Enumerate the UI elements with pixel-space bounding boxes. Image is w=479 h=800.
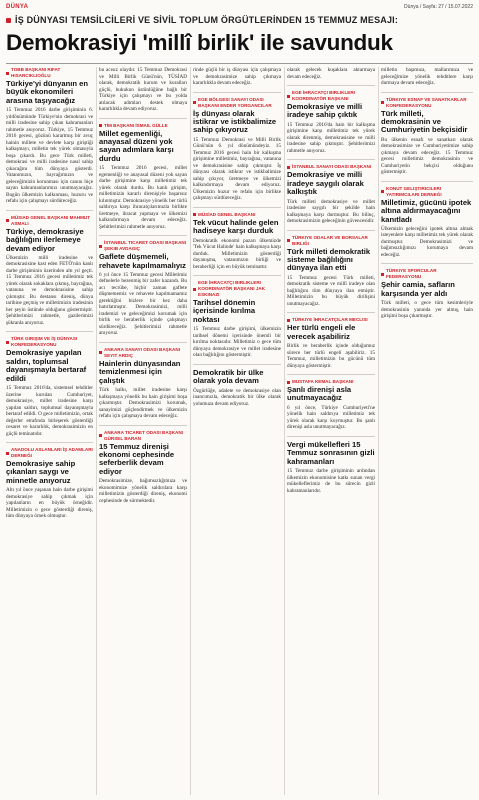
- article-body: Birlik ve beraberlik içinde olduğumuz sürece her türlü engeli aşabiliriz. 15 Temmuz, milletimizin bu gücünü tüm dünyaya göstermiştir.: [287, 343, 375, 369]
- kicker-bullet-icon: [6, 18, 11, 23]
- column-divider: [190, 67, 191, 795]
- column-3: [193, 67, 281, 797]
- byline-text: ANKARA TICARET ODASI BAŞKANI GÜRSEL BARAN: [104, 429, 183, 441]
- article-byline: [193, 212, 281, 218]
- byline-text: İSTANBUL SANAYI ODASI BAŞKANI: [292, 164, 372, 170]
- page-headline: Demokrasiyi 'millî birlik' ile savunduk: [6, 30, 393, 55]
- article-title: Demokratik bir ülke olarak yola devam: [193, 367, 264, 386]
- column-5: [381, 67, 473, 797]
- byline-text: İSTANBUL TICARET ODASI BAŞKANI ŞEKIB AVDAGIÇ: [104, 240, 187, 252]
- article-body: Özgürlüğe, adalete ve demokrasiye olan inancımızla, demokratik bir ülke olarak yolumuza devam ediyoruz.: [193, 387, 281, 407]
- article-body: Türk milleti demokrasiye ve millet iradesine saygılı bir şekilde hain kalkışmaya karşı durmuştur. Bu bilinç, demokrasimizin geleceğinin güvencesidir.: [287, 198, 375, 225]
- article-title: Türk milleti, demokrasinin ve Cumhuriyetin bekçisidir: [381, 108, 468, 135]
- article-body: rinde güçlü bir iş dünyası için çalışmaya ve demokrasimize sahip çıkmaya kararlılıkla devam edeceğiz.: [193, 67, 281, 86]
- byline-marker-icon: [99, 124, 102, 127]
- article-body: Ülkemizin milli iradesine ve demokrasisine kast eden FETÖ'nün kanlı darbe girişiminin üzerinden altı yıl geçti. 15 Temmuz 2016 gecesi milletimiz tek yürek olarak sokaklara çıkmış, bayrağına, vatanına ve demokrasisine sahip çıkmıştır. Bu destansı direniş, dünya tarihine geçmiş ve milletimizin iradesinin her şeyin üstünde olduğunu göstermiştir. Şehitlerimizi rahmetle, gazilerimizi şükranla anıyoruz.: [6, 254, 93, 326]
- article-divider: [99, 425, 187, 426]
- article: [193, 280, 281, 359]
- byline-text: EGE BÖLGESI SANAYI ODASI BAŞKANI ENDER YORGANCILAR: [198, 96, 272, 108]
- article-divider: [193, 92, 281, 93]
- article-byline: [6, 336, 93, 348]
- article-title: Tarihsel dönemin içerisinde kırılma noktası: [193, 298, 256, 324]
- byline-marker-icon: [6, 341, 9, 344]
- byline-text: KONUT GELIŞTIRICILERI YATIRIMCILARI DERNEĞI: [386, 185, 442, 197]
- article-body: 15 Temmuz gecesi Türk milleti, demokratik sisteme ve millî iradeye olan bağlılığını tüm dünyaya ilan etmiştir. Milletimizin bu büyük dirilişini unutmayacağız.: [287, 274, 375, 307]
- article-body: 15 Temmuz darbe girişiminin ardından ülkemizin ekonomisine katkı sunan vergi mükelleflerimiz de bu sürecin gizli kahramanlarıdır.: [287, 468, 375, 494]
- article-title: Türk milleti demokratik sisteme bağlılığını dünyaya ilan etti: [287, 246, 371, 273]
- column-1: [6, 67, 93, 797]
- article: [99, 67, 187, 113]
- article-title: Hainlerin dünyasından temizlenmesi için çalıştık: [99, 358, 181, 385]
- article: [381, 67, 473, 87]
- article-divider: [99, 118, 187, 119]
- byline-marker-icon: [193, 213, 196, 216]
- byline-marker-icon: [287, 95, 290, 98]
- article-byline: [6, 67, 93, 79]
- article-body: Türk halkı, millet iradesine karşı kalkışmaya yönelik bu hain girişimi boşa çıkarmıştır. Demokrasimizi korumak, sanayimizi güçlendirmek ve ülkemizin refahı için çalışmaya devam edeceğiz.: [99, 387, 187, 420]
- column-divider: [96, 67, 97, 795]
- article-divider: [193, 275, 281, 276]
- article-divider: [381, 263, 473, 264]
- article-byline: [381, 186, 473, 198]
- article-body: 15 Temmuz darbe girişimi, ülkemizin tarihsel dönemi içerisinde önemli bir kırılma noktasıdır. Milletimiz o gece tüm dünyaya demokrasiye ve millet iradesine olan bağlılığını göstermiştir.: [193, 326, 281, 359]
- article-body: Demokratik ekonomi pazarı ülkemizde 'Tek Vücut Halinde' hain kalkışmaya karşı durduk. Milletimizin gösterdiği dayanışma, vatanımızın birliği ve beraberliği için en büyük teminattır.: [193, 237, 281, 270]
- article: [287, 235, 375, 308]
- article-divider: [6, 210, 93, 211]
- article-divider: [287, 85, 375, 86]
- article-divider: [287, 159, 375, 160]
- column-4: [287, 67, 375, 797]
- article-body: Türk milleti, o gece tüm kesimleriyle demokrasinin yanında yer almış, hain girişimi boşa çıkarmıştır.: [381, 300, 473, 320]
- article: [287, 67, 375, 80]
- article: [193, 212, 281, 270]
- article-body: 15 Temmuz Demokrasi ve Milli Birlik Günü'nün 6. yıl dönümündeyiz. 15 Temmuz 2016 gecesi hain bir kalkışma girişimine milletimiz, bayrağına, vatanına ve demokrasisine sahip çıkmıştır. İş dünyası olarak istikrar ve istikbalimize sahip çıkıyor, üretmeye ve ülkemizi kalkındırmaya devam ediyoruz. Ülkemizin huzur ve refahı için birlikte çalışmayı sürdüreceğiz.: [193, 136, 281, 202]
- article-body: Bu ülkenin esnafı ve sanatkarı olarak demokrasimize ve Cumhuriyetimize sahip çıkmaya devam edeceğiz. 15 Temmuz gecesi milletimiz demokrasinin ve Cumhuriyetin bekçisi olduğunu göstermiştir.: [381, 136, 473, 176]
- article: [6, 336, 93, 437]
- article-divider: [193, 207, 281, 208]
- byline-marker-icon: [381, 273, 384, 276]
- article-divider: [381, 92, 473, 93]
- article-body: bu acısız olaydır. 15 Temmuz Demokrasi ve Milli Birlik Günü'nün, TÜSİAD olarak, demokratik kurum ve kuralları güçlü, hukukun üstünlüğüne bağlı bir Türkiye için çalışmayı ve bu yolda atılacak adımları destek olmaya kararlılıkla devam ediyoruz.: [99, 67, 187, 112]
- article-title: Gaflete düşmemeli, rehavete kapılmamalıyız: [99, 252, 186, 270]
- column-divider: [284, 67, 285, 795]
- article-byline: [6, 447, 93, 459]
- headline-divider: [6, 63, 473, 64]
- article-body: 15 Temmuz 2016'da, sistemsel tehditler üzerine kurulan Cumhuriyet, demokrasiye, millet iradesine karşı yapılan saldırı, toplumsal dayanışmayla bertaraf edildi. O gece milletimizin, ortak değerler etrafında birleşerek gösterdiği cesaret ve kararlılık, demokrasimizin en güçlü teminatıdır.: [6, 385, 93, 437]
- article: [193, 97, 281, 202]
- byline-text: EGE İHRACATÇI BIRLIKLERI KOORDINATÖR BAŞKANI JAK ESKINAZI: [198, 280, 266, 298]
- article-title: Şanlı direnişi asla unutmayacağız: [287, 385, 352, 403]
- article: [287, 317, 375, 369]
- article-body: 15 Temmuz 2016 gecesi, millet egemenliği ve anayasal düzeni yok sayan darbe girişimine karşı milletimiz tek yürek olarak durdu. Bu kanlı girişim, milletimizin kararlı direnişiyle başarısız kılınmıştır. Demokrasiye yönelik her türlü saldırıya karşı ihracatçılarımızla birlikte üretmeye, ihracat yapmaya ve ülkemizi kalkındırmaya devam edeceğiz. Şehitlerimizi rahmetle anıyoruz.: [99, 165, 187, 230]
- byline-text: TOBB BAŞKANI RIFAT HISARCIKLIOĞLU: [11, 67, 61, 78]
- article: [99, 430, 187, 505]
- article-byline: [99, 240, 187, 252]
- article-divider: [99, 235, 187, 236]
- byline-text: TÜRKIYE İHRACATÇILAR MECLISI: [292, 317, 368, 323]
- article-title: Milletimiz, gücünü ipotek altına aldırmayacağını kanıtladı: [381, 197, 472, 224]
- article-title: Türkiye'yi dünyanın en büyük ekonomileri arasına taşıyacağız: [6, 79, 88, 105]
- article-body: Ülkemizin geleceğini ipotek altına almak isteyenlere karşı milletimiz tek yürek olarak durmuştur. Demokrasimizi ve bağımsızlığımızı korumaya devam edeceğiz.: [381, 225, 473, 258]
- byline-text: TİM BAŞKANI İSMAIL GÜLLE: [104, 122, 168, 128]
- column-divider: [378, 67, 379, 795]
- article-byline: [99, 430, 187, 442]
- byline-marker-icon: [193, 288, 196, 291]
- article-divider: [6, 442, 93, 443]
- article: [6, 447, 93, 520]
- byline-marker-icon: [99, 351, 102, 354]
- article-divider: [381, 181, 473, 182]
- byline-marker-icon: [99, 245, 102, 248]
- page-header: [0, 0, 479, 14]
- article-body: olarak gelecek kuşaklara aktarmaya devam edeceğiz.: [287, 67, 375, 80]
- article: [287, 164, 375, 224]
- byline-text: TÜRK GIRIŞIM VE İŞ DÜNYASI KONFEDERASYONU: [11, 336, 78, 348]
- byline-text: TÜRKIYE ODALAR VE BORSALAR BIRLIĞI: [292, 234, 368, 246]
- article: [381, 186, 473, 259]
- article-byline: [193, 280, 281, 298]
- article-title: Demokrasiye ve milli iradeye saygılı olarak kalkıştık: [287, 170, 364, 197]
- byline-marker-icon: [381, 190, 384, 193]
- article-title: Her türlü engeli ele verecek aşabiliriz: [287, 323, 356, 341]
- article-body: Demokrasimize, bağımsızlığımıza ve ekonomimize yönelik saldırılara karşı milletimizin gösterdiği direniş, ekonomi cephesinde de sürmektedir.: [99, 478, 187, 504]
- article: [99, 240, 187, 337]
- article-divider: [6, 331, 93, 332]
- article: [193, 369, 281, 407]
- article-title: 15 Temmuz direnişi ekonomi cephesinde seferberlik devam ediyor: [99, 441, 175, 476]
- byline-marker-icon: [381, 101, 384, 104]
- article-divider: [287, 374, 375, 375]
- article: [6, 215, 93, 327]
- byline-marker-icon: [6, 219, 9, 222]
- byline-marker-icon: [287, 166, 290, 169]
- article: [287, 90, 375, 154]
- article-title: Türkiye, demokrasiye bağlılığını ilerlemeye devam ediyor: [6, 226, 84, 253]
- article: [6, 67, 93, 205]
- article-body: 6 yıl önce, Türkiye Cumhuriyeti'ne yönelik hain saldırıya milletimiz tek yürek olarak karşı koymuştur. Bu şanlı direnişi asla unutmayacağız.: [287, 404, 375, 431]
- byline-text: TÜRKIYE ESNAF VE SANATKARLAR KONFEDERASYONU: [386, 96, 467, 108]
- article: [99, 123, 187, 231]
- article-byline: [381, 268, 473, 280]
- article-byline: [6, 215, 93, 227]
- byline-marker-icon: [287, 319, 290, 322]
- article-body: 15 Temmuz 2016'da hain bir kalkışma girişimine karşı milletimiz tek yürek olarak direnmiş, demokrasisine ve milli iradesine sahip çıkmıştır. Şehitlerimizi rahmetle anıyoruz.: [287, 121, 375, 154]
- byline-text: MÜSIAD GENEL BAŞKANI MAHMUT ASMALI: [11, 214, 91, 226]
- column-2: [99, 67, 187, 797]
- article-divider: [287, 312, 375, 313]
- article: [287, 379, 375, 431]
- byline-text: ANKARA SANAYI ODASI BAŞKANI SEYIT ARDIÇ: [104, 346, 180, 358]
- article-title: Demokrasiye yapılan saldırı, toplumsal dayanışmayla bertaraf edildi: [6, 348, 87, 383]
- article-title: Millet egemenliği, anayasal düzeni yok sayan adımlara karşı durdu: [99, 128, 174, 163]
- article-title: Demokrasiye sahip çıkanları saygı ve minnetle anıyoruz: [6, 459, 76, 485]
- kicker: [6, 14, 473, 26]
- article-body: milletin başımıza, mallarımıza ve geleceğimize yönelik tehditlere karşı durmaya devam edeceğiz.: [381, 67, 473, 86]
- newspaper-brand: DÜNYA: [6, 4, 29, 10]
- article-title: Tek vücut halinde gelen hadiseye karşı durduk: [193, 217, 279, 236]
- article-byline: [193, 97, 281, 109]
- byline-marker-icon: [193, 101, 196, 104]
- article-title: Vergi mükellefleri 15 Temmuz sonrasının gizli kahramanları: [287, 439, 375, 466]
- page-info: Dünya / Sayfa: 27 / 15.07.2022: [404, 4, 473, 10]
- article-body: 6 yıl önce 15 Temmuz gecesi Milletimiz defnelerle bezenmiş bir zafer kazandı. Bu acı tecrübe, hiçbir zaman gaflete düşmememiz ve rehavete kapılmamamız gerektiğini bizlere bir kez daha hatırlatmıştır. Demokrasimizi, milli irademizi ve geleceğimizi korumak için birlik ve beraberlik içinde çalışmayı sürdüreceğiz. Şehitlerimizi rahmetle anıyoruz.: [99, 271, 187, 337]
- byline-text: MÜSİAD GENEL BAŞKANI: [198, 211, 256, 217]
- article-byline: [287, 235, 375, 247]
- article-divider: [99, 342, 187, 343]
- byline-marker-icon: [287, 239, 290, 242]
- article: [193, 67, 281, 87]
- byline-marker-icon: [6, 72, 9, 75]
- byline-text: TÜRKIYE SPORCULAR FEDERASYONU: [386, 268, 437, 280]
- byline-text: ANADOLU ASLANLARI İŞ ADAMLARI DERNEĞI: [11, 447, 93, 459]
- article-divider: [287, 436, 375, 437]
- article-divider: [287, 230, 375, 231]
- article-title: Demokrasiye ve milli iradeye sahip çıktık: [287, 102, 363, 120]
- article-title: İş dünyası olarak istikrar ve istikbalimize sahip çıkıyoruz: [193, 108, 277, 135]
- article: [381, 268, 473, 319]
- article-body: Altı yıl önce yaşanan hain darbe girişimi demokrasiye sahip çıkmak için yapılanların en büyük örneğidir. Milletimizin o gece gösterdiği direniş, tüm dünyaya örnek olmuştur.: [6, 487, 93, 520]
- article: [381, 97, 473, 176]
- article-byline: [287, 90, 375, 102]
- byline-marker-icon: [287, 381, 290, 384]
- byline-marker-icon: [99, 434, 102, 437]
- article-body: 15 Temmuz 2016 darbe girişiminin 6. yıldönümünde Türkiye'nin demokrasi ve milli iradesine sahip çıkan kahramanları rahmetle anıyoruz. Türkiye, 15 Temmuz 2016 gecesi, gözünü karartmış bir avuç hainin millete ve devlete karşı giriştiği kalkışmayı, milletin tek yürek olmasıyla boşa çıkardı. Bu gece Türk milleti, demokrasi ve milli iradesine nasıl sahip çıkacağını tüm dünyaya gösterdi. Vatanımızın, bayrağımızın ve geleceğimizin korunması için canını hiçe sayan kahramanlarımızı unutmayacağız. Bugün ülkemizin kalkınması, huzuru ve refahı için çalışmayı sürdüreceğiz.: [6, 107, 93, 205]
- article-byline: [381, 97, 473, 109]
- kicker-text: İŞ DÜNYASI TEMSİLCİLERİ VE SİVİL TOPLUM ÖRGÜTLERİNDEN 15 TEMMUZ MESAJI:: [15, 15, 399, 25]
- article-byline: [99, 123, 187, 129]
- byline-text: EGE İHRACATÇI BIRLIKLERI KOORDINATÖR BAŞKANI: [292, 90, 355, 101]
- byline-text: MUSTAFA KEMAL BAŞKANI: [292, 379, 354, 385]
- article-title: Şehir camia, safların karşısında yer aldı: [381, 280, 455, 298]
- byline-marker-icon: [6, 452, 9, 455]
- article: [99, 347, 187, 420]
- article-byline: [99, 347, 187, 359]
- article-divider: [193, 364, 281, 365]
- article: [287, 441, 375, 494]
